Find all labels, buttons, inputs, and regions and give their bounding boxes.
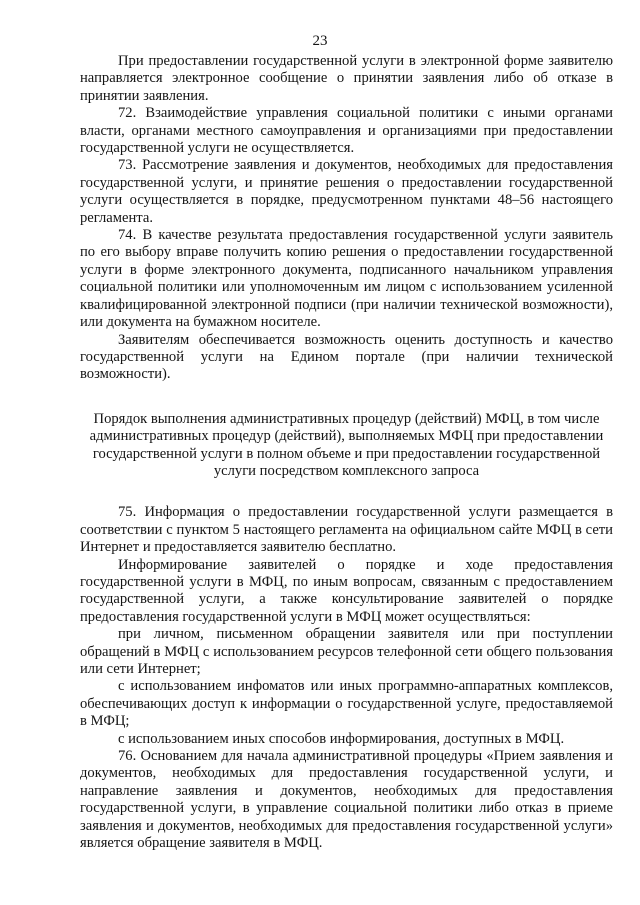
paragraph-75: 75. Информация о предоставлении государственной услуги размещается в соответствии с пунктом 5 настоящего регламента на официальном сайте МФЦ в сети Интернет и предоставляется заявителю бесплатно. xyxy=(80,504,613,556)
paragraph-electronic-notice: При предоставлении государственной услуги в электронной форме заявителю направляется электронное сообщение о принятии заявления либо об отказе в принятии заявления. xyxy=(80,53,613,104)
paragraph-72: 72. Взаимодействие управления социальной политики с иными органами власти, органами местного самоуправления и организациями при предоставлении государственной услуги не осуществляется. xyxy=(80,105,613,157)
paragraph-other-methods: с использованием иных способов информирования, доступных в МФЦ. xyxy=(118,730,565,747)
paragraph-infomats: с использованием инфоматов или иных программно-аппаратных комплексов, обеспечивающих доступ к информации о государственной услуге, предоставляемой в МФЦ; xyxy=(80,678,613,730)
paragraph-quality-assessment: Заявителям обеспечивается возможность оценить доступность и качество государственной услуги на Едином портале (при наличии технической возможности). xyxy=(80,331,613,383)
section-heading: Порядок выполнения административных процедур (действий) МФЦ, в том числе административных процедур (действий), выполняемых МФЦ при предоставлении государственной услуги в полном объеме и при предоставлении государственной услуги посредством комплексного запроса xyxy=(89,410,604,479)
paragraph-73: 73. Рассмотрение заявления и документов, необходимых для предоставления государственной услуги, и принятие решения о предоставлении государственной услуги осуществляется в порядке, предусмотренном пунктами 48–56 настоящего регламента. xyxy=(80,157,613,226)
paragraph-informing: Информирование заявителей о порядке и ходе предоставления государственной услуги в МФЦ, по иным вопросам, связанным с предоставлением государственной услуги, а также консультирование заявителей о порядке предоставления государственной услуги в МФЦ может осуществляться: xyxy=(80,556,613,625)
page-number: 23 xyxy=(312,33,328,49)
document-body xyxy=(80,53,613,852)
paragraph-personal-request: при личном, письменном обращении заявителя или при поступлении обращений в МФЦ с использованием ресурсов телефонной сети общего пользования или сети Интернет; xyxy=(80,626,613,677)
paragraph-76: 76. Основанием для начала административной процедуры «Прием заявления и документов, необходимых для предоставления государственной услуги, и направление заявления и документов, необходимых для предоставления государственной услуги, в управление социальной политики либо отказ в приеме заявления и документов, необходимых для предоставления государственной услуги» является обращение заявителя в МФЦ. xyxy=(80,748,613,852)
paragraph-74: 74. В качестве результата предоставления государственной услуги заявитель по его выбору вправе получить копию решения о предоставлении государственной услуги в форме электронного документа, подписанного начальником управления социальной политики или уполномоченным им лицом с использованием усиленной квалифицированной электронной подписи (при наличии технической возможности), или документа на бумажном носителе. xyxy=(80,227,613,331)
